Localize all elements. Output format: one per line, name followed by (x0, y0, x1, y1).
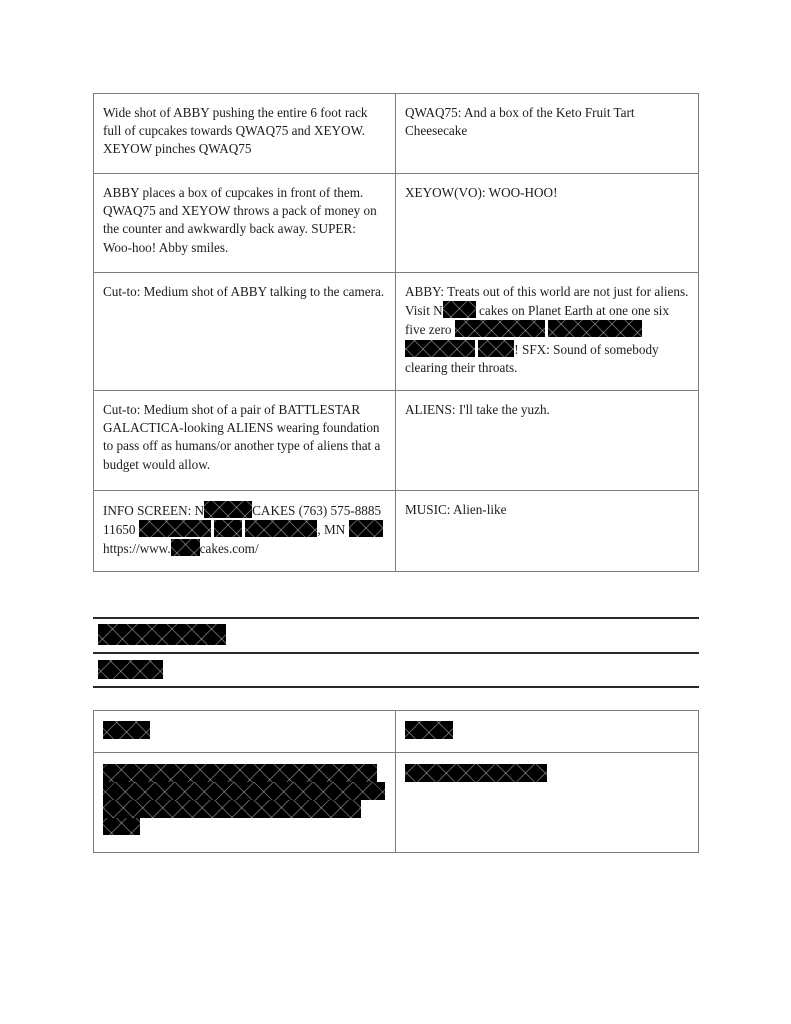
table-border-bottom (93, 852, 699, 853)
cell-text: cakes on Planet Earth at one one six five zero (405, 303, 670, 338)
column-divider (395, 710, 396, 853)
horizontal-rule (93, 686, 699, 688)
cell-text: CAKES (763) 575-8885 11650 (103, 503, 382, 538)
table-cell-video (94, 391, 395, 490)
cell-text: ABBY: Treats out of this world are not just for aliens. Visit N (405, 284, 689, 319)
horizontal-rule (93, 617, 699, 619)
table-border-left (93, 710, 94, 853)
table-cell-video (94, 94, 395, 173)
horizontal-rule (93, 652, 699, 654)
redacted-column-header (405, 721, 453, 739)
table-border-right (698, 93, 699, 572)
cell-text: XEYOW(VO): WOO-HOO! (405, 185, 558, 200)
redaction-box (548, 320, 642, 337)
cell-text: MN (323, 522, 349, 538)
table-cell-video (94, 174, 395, 272)
redaction-box (455, 320, 545, 337)
row-divider (93, 752, 699, 753)
cell-text: INFO SCREEN: N (103, 503, 205, 518)
table-border-bottom (93, 571, 699, 572)
redacted-cell-line (103, 818, 140, 835)
redacted-subtitle (98, 660, 163, 679)
table-cell-audio (396, 273, 698, 390)
redacted-title (98, 624, 226, 645)
cell-text: ABBY places a box of cupcakes in front of them. QWAQ75 and XEYOW throws a pack of money on the counter and awkwardly back away. SUPER: Woo-hoo! Abby smiles. (103, 185, 377, 255)
table-cell-video (94, 273, 395, 390)
redacted-cell-line (405, 764, 547, 782)
redaction-box (245, 520, 317, 537)
redaction-box (171, 539, 200, 556)
redacted-cell-line (103, 764, 377, 782)
cell-text: MUSIC: Alien-like (405, 502, 507, 517)
redaction-box (139, 520, 211, 537)
redaction-box (214, 520, 242, 537)
table-cell-audio (396, 491, 698, 571)
redacted-cell-line (103, 800, 361, 818)
table-cell-video: INFO SCREEN: N CAKES (763) 575-8885 11650 , MN https://www. cakes.com/ (103, 503, 382, 557)
redaction-box (405, 340, 475, 357)
redaction-box (478, 340, 514, 357)
table-cell-audio (396, 391, 698, 490)
cell-text: cakes.com/ (199, 541, 259, 557)
cell-text: ! SFX: Sound of somebody clearing their throats. (405, 341, 659, 375)
cell-text: Wide shot of ABBY pushing the entire 6 foot rack full of cupcakes towards QWAQ75 and XEYOW. XEYOW pinches QWAQ75 (103, 105, 368, 157)
redacted-column-header (103, 721, 150, 739)
redaction-box (349, 520, 383, 537)
redacted-cell-line (103, 782, 385, 800)
cell-text: Cut-to: Medium shot of a pair of BATTLESTAR GALACTICA-looking ALIENS wearing foundation to pass off as humans/or another type of aliens that a budget would allow. (103, 402, 381, 472)
cell-text: ALIENS: I'll take the yuzh. (405, 402, 550, 417)
table-cell-audio (396, 174, 698, 272)
redaction-box (443, 301, 476, 318)
cell-text: Cut-to: Medium shot of ABBY talking to the camera. (103, 284, 385, 299)
table-cell-audio (396, 94, 698, 173)
redaction-box (204, 501, 252, 518)
cell-text: https://www. (103, 541, 171, 557)
cell-text: QWAQ75: And a box of the Keto Fruit Tart Cheesecake (405, 105, 635, 139)
table-border-top (93, 710, 699, 711)
table-border-right (698, 710, 699, 853)
